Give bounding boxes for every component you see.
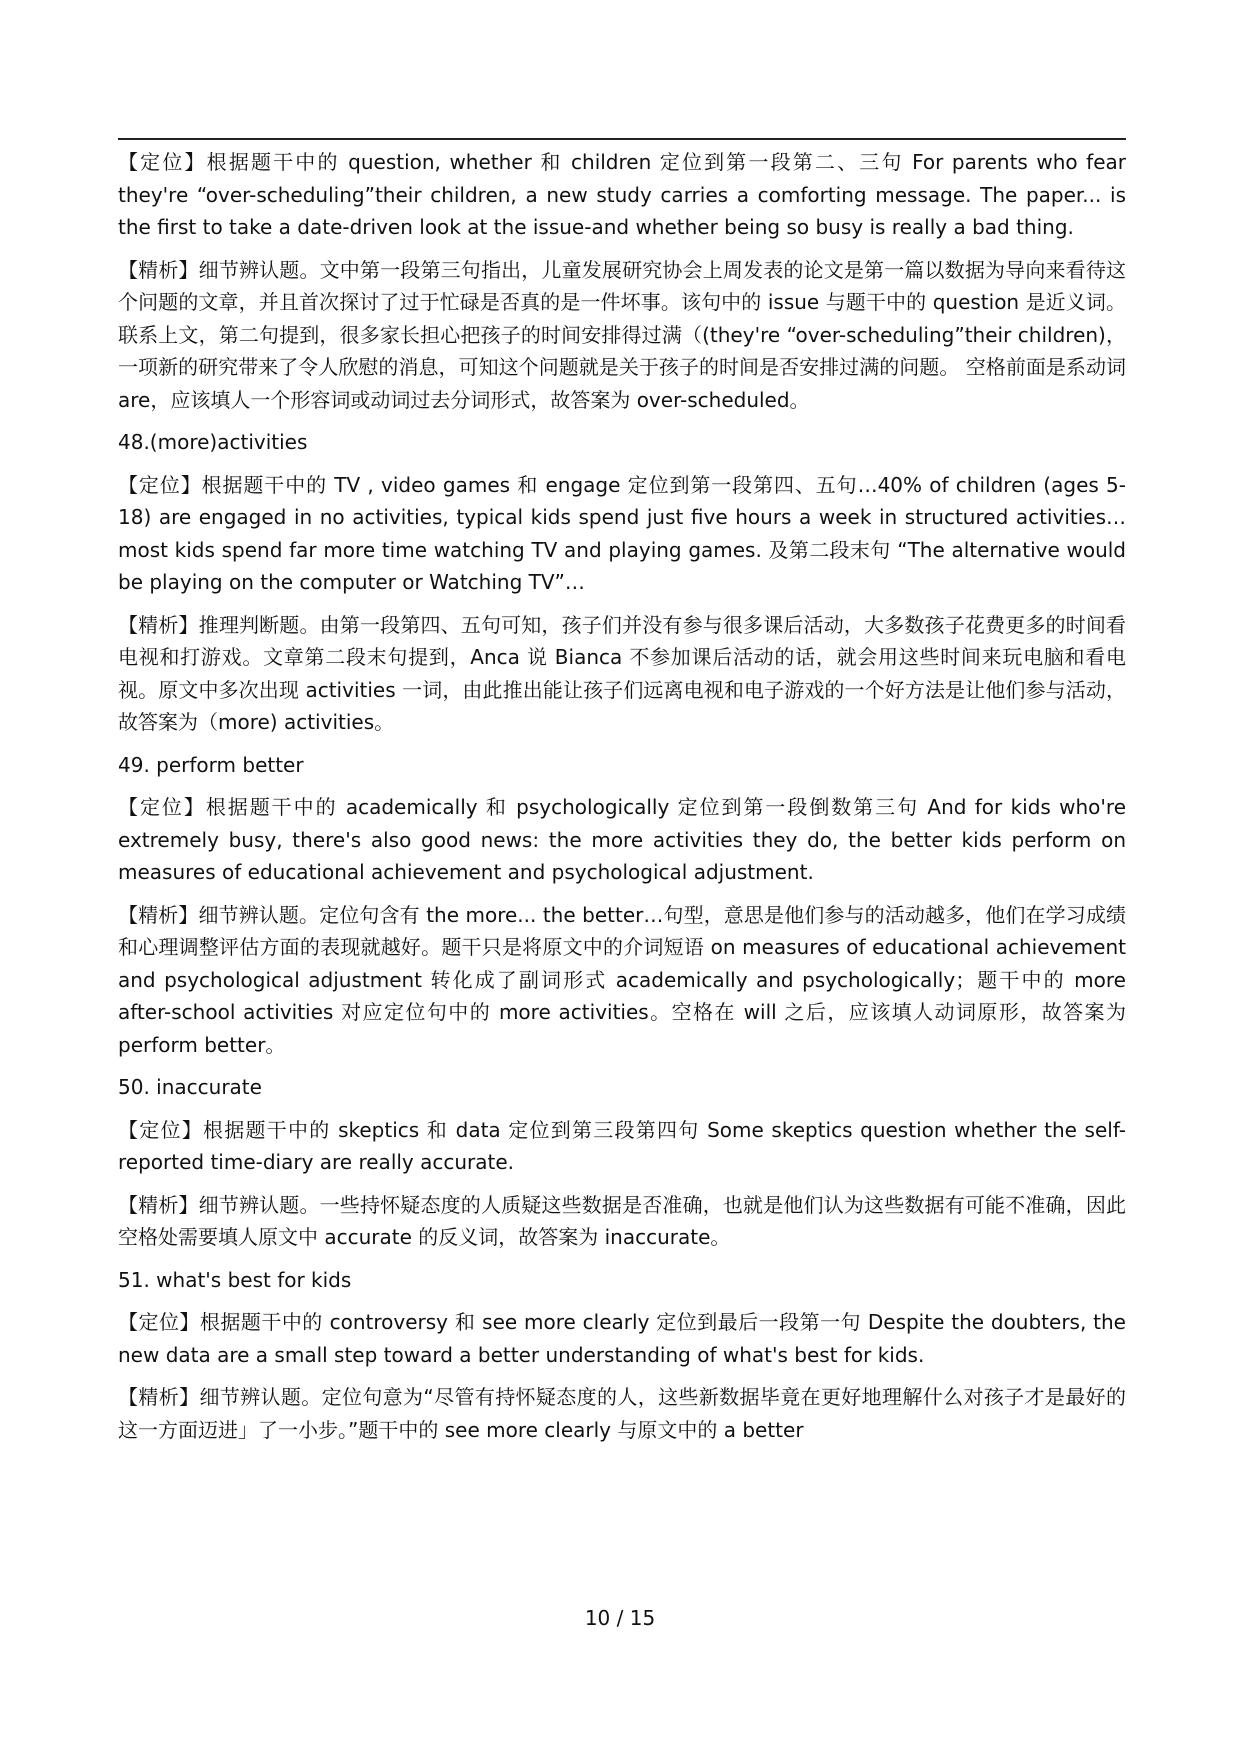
q49-locate-paragraph: 【定位】根据题干中的 academically 和 psychologically 定位到第一段倒数第三句 And for kids who're extremely busy, there's also good news: the more activities they do, the better kids perform on measures of educational achievement and psychological adjustment.: [118, 795, 1126, 884]
q48-locate-paragraph: 【定位】根据题干中的 TV , video games 和 engage 定位到第一段第四、五句…40% of children (ages 5-18) are engaged in no activities, typical kids spend just five hours a week in structured activities… most kids spend far more time watching TV and playing games. 及第二段末句 “The alternative would be playing on the computer or Watching TV”…: [118, 472, 1126, 594]
q50-locate-paragraph: 【定位】根据题干中的 skeptics 和 data 定位到第三段第四句 Some skeptics question whether the self- reported time-diary are really accurate.: [118, 1117, 1126, 1174]
q47-analysis-paragraph: 【精析】细节辨认题。文中第一段第三句指出，儿童发展研究协会上周发表的论文是第一篇以数据为导向来看待这个问题的文章，并且首次探讨了过于忙碌是否真的是一件坏事。该句中的 issue 与题干中的 question 是近义词。联系上文，第二句提到，很多家长担心把孩子的时间安排得过满（(they're “over-scheduling”their children)，一项新的研究带来了令人欣慰的消息，可知这个问题就是关于孩子的时间是否安排过满的问题。 空格前面是系动词 are，应该填人一个形容词或动词过去分词形式，故答案为 over-scheduled。: [118, 257, 1126, 412]
q49-analysis-paragraph: 【精析】细节辨认题。定位句含有 the more... the better…句型，意思是他们参与的活动越多，他们在学习成绩和心理调整评估方面的表现就越好。题干只是将原文中的介词短语 on measures of educational achievement and psychological adjustment 转化成了副词形式 academically and psychologically；题干中的 more after-school activities 对应定位句中的 more activities。空格在 will 之后，应该填人动词原形，故答案为 perform better。: [118, 902, 1126, 1057]
q47-locate-paragraph: 【定位】根据题干中的 question, whether 和 children 定位到第一段第二、三句 For parents who fear they're “over-scheduling”their children, a new study carries a comforting message. The paper... is the first to take a date-driven look at the issue-and whether being so busy is really a bad thing.: [118, 150, 1126, 239]
page-number: 10 / 15: [584, 1606, 656, 1630]
q50-answer-heading: 50. inaccurate: [118, 1075, 262, 1099]
q51-answer-heading: 51. what's best for kids: [118, 1267, 352, 1292]
q51-analysis-paragraph: 【精析】细节辨认题。定位句意为“尽管有持怀疑态度的人，这些新数据毕竟在更好地理解什么对孩子才是最好的这一方面迈进」了一小步。”题干中的 see more clearly 与原文中的 a better: [118, 1385, 1126, 1442]
q48-answer-heading: 48.(more)activities: [118, 430, 308, 454]
q49-answer-heading: 49. perform better: [118, 752, 304, 777]
document-page: [118, 138, 1126, 1456]
q48-analysis-paragraph: 【精析】推理判断题。由第一段第四、五句可知，孩子们并没有参与很多课后活动，大多数孩子花费更多的时间看电视和打游戏。文章第二段末句提到，Anca 说 Bianca 不参加课后活动的话，就会用这些时间来玩电脑和看电视。原文中多次出现 activities 一词，由此推出能让孩子们远离电视和电子游戏的一个好方法是让他们参与活动，故答案为（more) activities。: [118, 612, 1126, 734]
q51-locate-paragraph: 【定位】根据题干中的 controversy 和 see more clearly 定位到最后一段第一句 Despite the doubters, the new data are a small step toward a better understanding of what's best for kids.: [118, 1310, 1126, 1367]
header-rule: [118, 138, 1126, 140]
q50-analysis-paragraph: 【精析】细节辨认题。一些持怀疑态度的人质疑这些数据是否准确，也就是他们认为这些数据有可能不准确，因此空格处需要填人原文中 accurate 的反义词，故答案为 inaccurate。: [118, 1192, 1126, 1249]
